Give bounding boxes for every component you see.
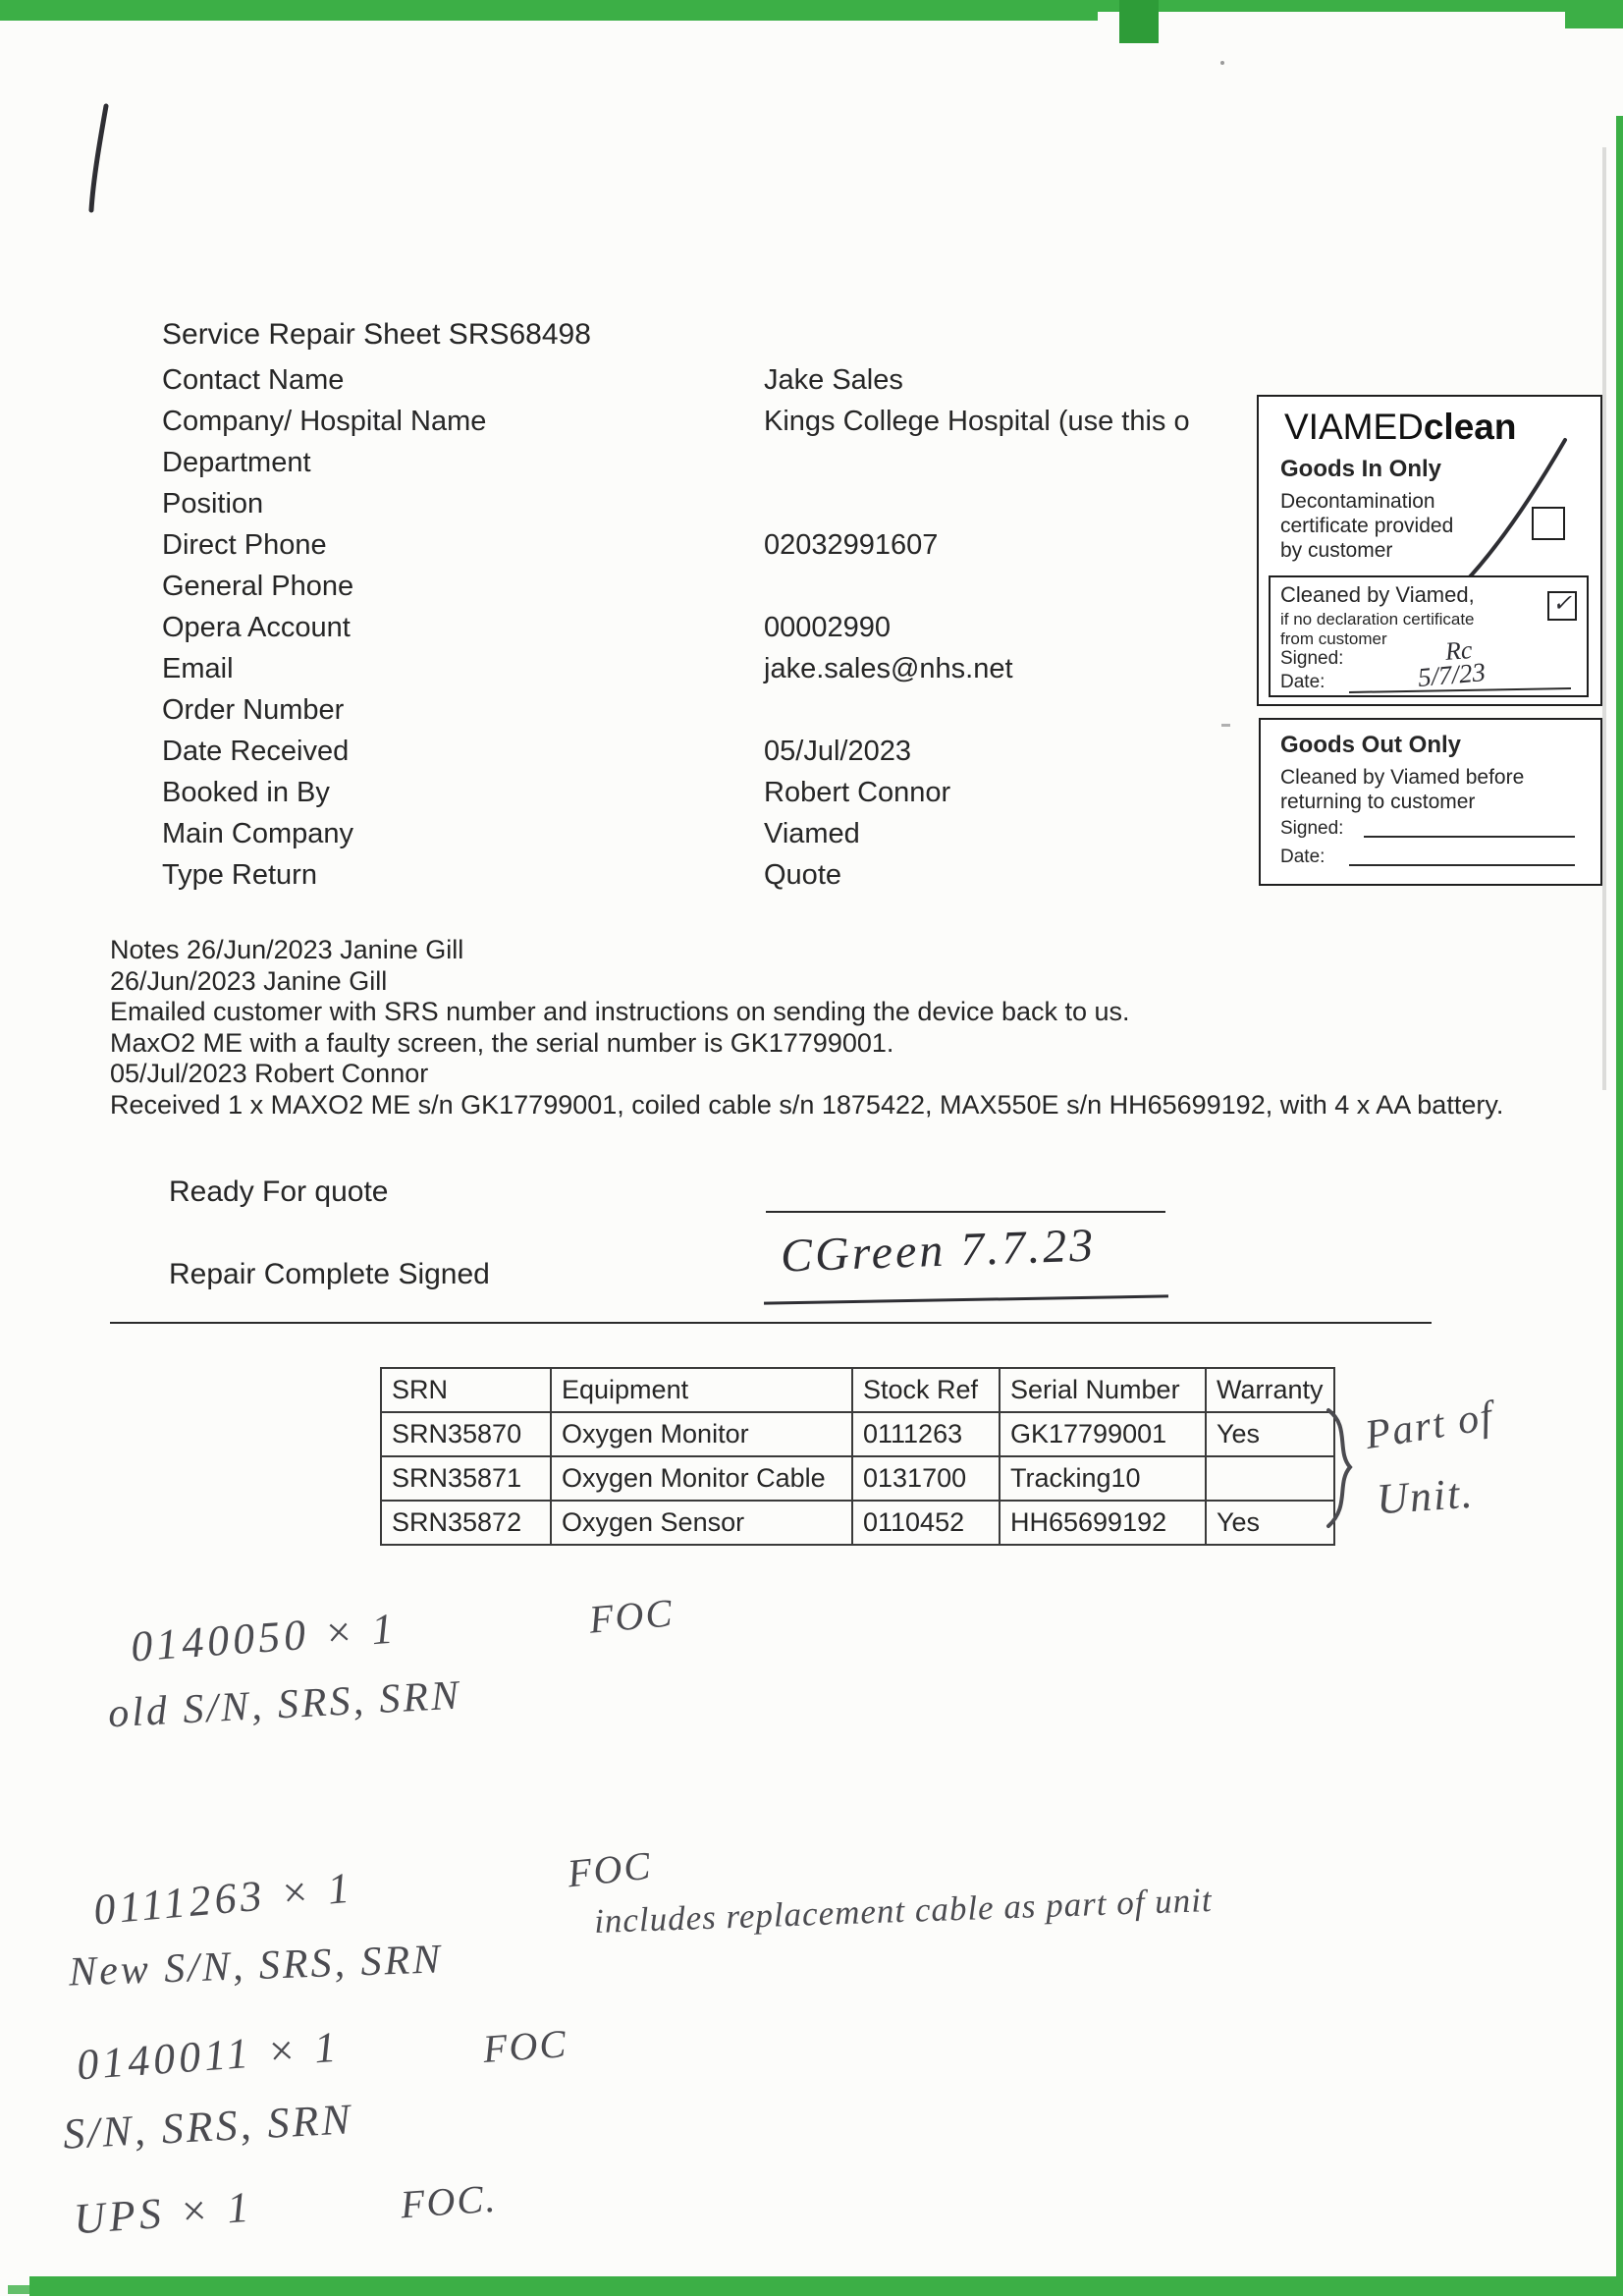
handwritten-part-of: Part of <box>1362 1393 1497 1459</box>
cleaned-by-viamed-box <box>1269 575 1589 697</box>
note-line: Received 1 x MAXO2 ME s/n GK17799001, coiled cable s/n 1875422, MAX550E s/n HH65699192, with 4 x AA battery. <box>110 1089 1504 1120</box>
cell-equipment: Oxygen Monitor <box>551 1412 852 1456</box>
handwritten-foc-1: FOC <box>587 1590 676 1642</box>
field-label: Order Number <box>162 693 345 726</box>
signed-label: Signed: <box>1280 648 1344 669</box>
note-line: 05/Jul/2023 Robert Connor <box>110 1059 429 1088</box>
handwritten-brace-mark <box>1321 1404 1362 1534</box>
cell-stock-ref: 0111263 <box>852 1412 1000 1456</box>
signed-label: Signed: <box>1280 818 1344 839</box>
field-label: General Phone <box>162 570 354 602</box>
notes-block <box>110 935 1503 1121</box>
field-value: Quote <box>764 858 841 891</box>
field-value: 00002990 <box>764 611 892 643</box>
field-row <box>162 772 1190 813</box>
cell-warranty: Yes <box>1206 1412 1334 1456</box>
col-header-stock-ref: Stock Ref <box>852 1368 1000 1412</box>
field-row <box>162 607 1190 648</box>
handwritten-signed-initials: Rc <box>1443 635 1474 666</box>
cell-srn: SRN35870 <box>381 1412 551 1456</box>
field-value: 02032991607 <box>764 528 939 561</box>
scan-artifact-bottom-left <box>8 2285 33 2294</box>
field-value: jake.sales@nhs.net <box>764 652 1013 684</box>
field-row <box>162 566 1190 607</box>
field-label: Main Company <box>162 817 354 849</box>
field-value: Viamed <box>764 817 860 849</box>
field-row <box>162 689 1190 731</box>
field-label: Company/ Hospital Name <box>162 405 487 437</box>
cleaned-title: Cleaned by Viamed, <box>1280 582 1475 607</box>
handwritten-foc-2: FOC <box>565 1842 655 1896</box>
field-label: Booked in By <box>162 776 330 808</box>
decl-line: Decontamination <box>1280 490 1435 513</box>
table-row <box>381 1501 1334 1545</box>
field-row <box>162 854 1190 896</box>
field-block <box>162 359 1190 896</box>
goods-out-box <box>1259 718 1602 886</box>
table-row <box>381 1456 1334 1501</box>
scan-shadow-edge <box>1602 147 1606 1090</box>
page-title: Service Repair Sheet SRS68498 <box>162 318 591 351</box>
cell-equipment: Oxygen Monitor Cable <box>551 1456 852 1501</box>
note-line: 26/Jun/2023 Janine Gill <box>110 965 388 996</box>
field-row <box>162 813 1190 854</box>
cell-serial: Tracking10 <box>1000 1456 1206 1501</box>
field-label: Date Received <box>162 735 350 767</box>
scan-artifact-bottom-strip <box>29 2276 1623 2296</box>
signed-line <box>1364 836 1575 838</box>
handwritten-signature: CGreen 7.7.23 <box>780 1219 1098 1283</box>
field-row <box>162 524 1190 566</box>
decl-line: by customer <box>1280 539 1393 562</box>
scan-speck <box>1220 61 1224 65</box>
field-row <box>162 401 1190 442</box>
handwritten-date: 5/7/23 <box>1416 657 1488 692</box>
handwritten-sub-3: S/N, SRS, SRN <box>61 2095 354 2159</box>
field-row <box>162 442 1190 483</box>
field-value: 05/Jul/2023 <box>764 735 911 767</box>
cleaned-sub: if no declaration certificate <box>1280 610 1475 629</box>
handwritten-foc-4: FOC. <box>399 2175 499 2227</box>
handwritten-code-3: 0140011 × 1 <box>75 2022 342 2090</box>
col-header-serial-number: Serial Number <box>1000 1368 1206 1412</box>
col-header-srn: SRN <box>381 1368 551 1412</box>
cell-stock-ref: 0110452 <box>852 1501 1000 1545</box>
scan-artifact-top-right-corner <box>1565 0 1623 28</box>
handwritten-sub-1: old S/N, SRS, SRN <box>107 1672 463 1737</box>
field-label: Department <box>162 446 311 478</box>
cell-srn: SRN35872 <box>381 1501 551 1545</box>
scan-artifact-right-strip <box>1616 116 1623 2286</box>
goods-in-title: Goods In Only <box>1280 456 1442 482</box>
checkbox-tick-mark: ✓ <box>1552 591 1573 617</box>
cell-stock-ref: 0131700 <box>852 1456 1000 1501</box>
cell-srn: SRN35871 <box>381 1456 551 1501</box>
field-row <box>162 359 1190 401</box>
handwritten-extra-2: includes replacement cable as part of unit <box>593 1881 1214 1941</box>
handwritten-foc-3: FOC <box>481 2021 569 2071</box>
repair-complete-label: Repair Complete Signed <box>169 1258 490 1290</box>
table-header-row <box>381 1368 1334 1412</box>
field-value: Jake Sales <box>764 363 903 396</box>
table-row <box>381 1412 1334 1456</box>
field-row <box>162 731 1190 772</box>
handwritten-code-1: 0140050 × 1 <box>129 1604 400 1671</box>
field-label: Position <box>162 487 264 519</box>
field-value: Robert Connor <box>764 776 951 808</box>
goods-out-line: returning to customer <box>1280 791 1476 813</box>
parts-table <box>380 1367 1335 1546</box>
cell-serial: HH65699192 <box>1000 1501 1206 1545</box>
cell-warranty: Yes <box>1206 1501 1334 1545</box>
scan-artifact-top-strip-left <box>0 0 1098 21</box>
field-label: Contact Name <box>162 363 345 396</box>
date-line <box>1349 864 1575 866</box>
col-header-warranty: Warranty <box>1206 1368 1334 1412</box>
field-label: Type Return <box>162 858 317 891</box>
decl-line: certificate provided <box>1280 515 1454 537</box>
ready-for-quote-line <box>766 1211 1165 1213</box>
handwritten-unit: Unit. <box>1375 1468 1476 1524</box>
cell-warranty <box>1206 1456 1334 1501</box>
logo-viamed: VIAMED <box>1284 407 1424 447</box>
field-label: Opera Account <box>162 611 351 643</box>
field-label: Email <box>162 652 234 684</box>
cell-equipment: Oxygen Sensor <box>551 1501 852 1545</box>
note-line: Emailed customer with SRS number and instructions on sending the device back to us. <box>110 997 1130 1026</box>
ready-for-quote-label: Ready For quote <box>169 1175 389 1208</box>
scan-artifact-top-strip-right <box>1098 0 1623 12</box>
cleaned-sub: from customer <box>1280 629 1387 648</box>
date-label: Date: <box>1280 672 1325 692</box>
goods-out-title: Goods Out Only <box>1280 732 1461 758</box>
cleaned-checkbox <box>1547 591 1577 621</box>
field-row <box>162 648 1190 689</box>
scan-speck <box>1221 724 1230 727</box>
field-row <box>162 483 1190 524</box>
handwritten-code-4: UPS × 1 <box>72 2182 254 2244</box>
field-label: Direct Phone <box>162 528 327 561</box>
note-line: MaxO2 ME with a faulty screen, the serial number is GK17799001. <box>110 1027 894 1058</box>
section-divider-line <box>110 1322 1432 1324</box>
goods-out-line: Cleaned by Viamed before <box>1280 766 1525 789</box>
date-label: Date: <box>1280 847 1325 867</box>
handwritten-sub-2: New S/N, SRS, SRN <box>68 1937 444 1995</box>
col-header-equipment: Equipment <box>551 1368 852 1412</box>
handwritten-code-2: 0111263 × 1 <box>91 1863 355 1935</box>
field-value: Kings College Hospital (use this o <box>764 405 1190 437</box>
cell-serial: GK17799001 <box>1000 1412 1206 1456</box>
pen-stroke-mark <box>77 98 128 220</box>
logo-clean: clean <box>1423 407 1517 447</box>
viamedclean-goods-in-box <box>1257 395 1602 706</box>
scan-artifact-top-block <box>1119 0 1159 43</box>
handwritten-slash-mark <box>1453 432 1575 594</box>
signature-underline <box>764 1294 1168 1304</box>
note-line: Notes 26/Jun/2023 Janine Gill <box>110 935 464 964</box>
